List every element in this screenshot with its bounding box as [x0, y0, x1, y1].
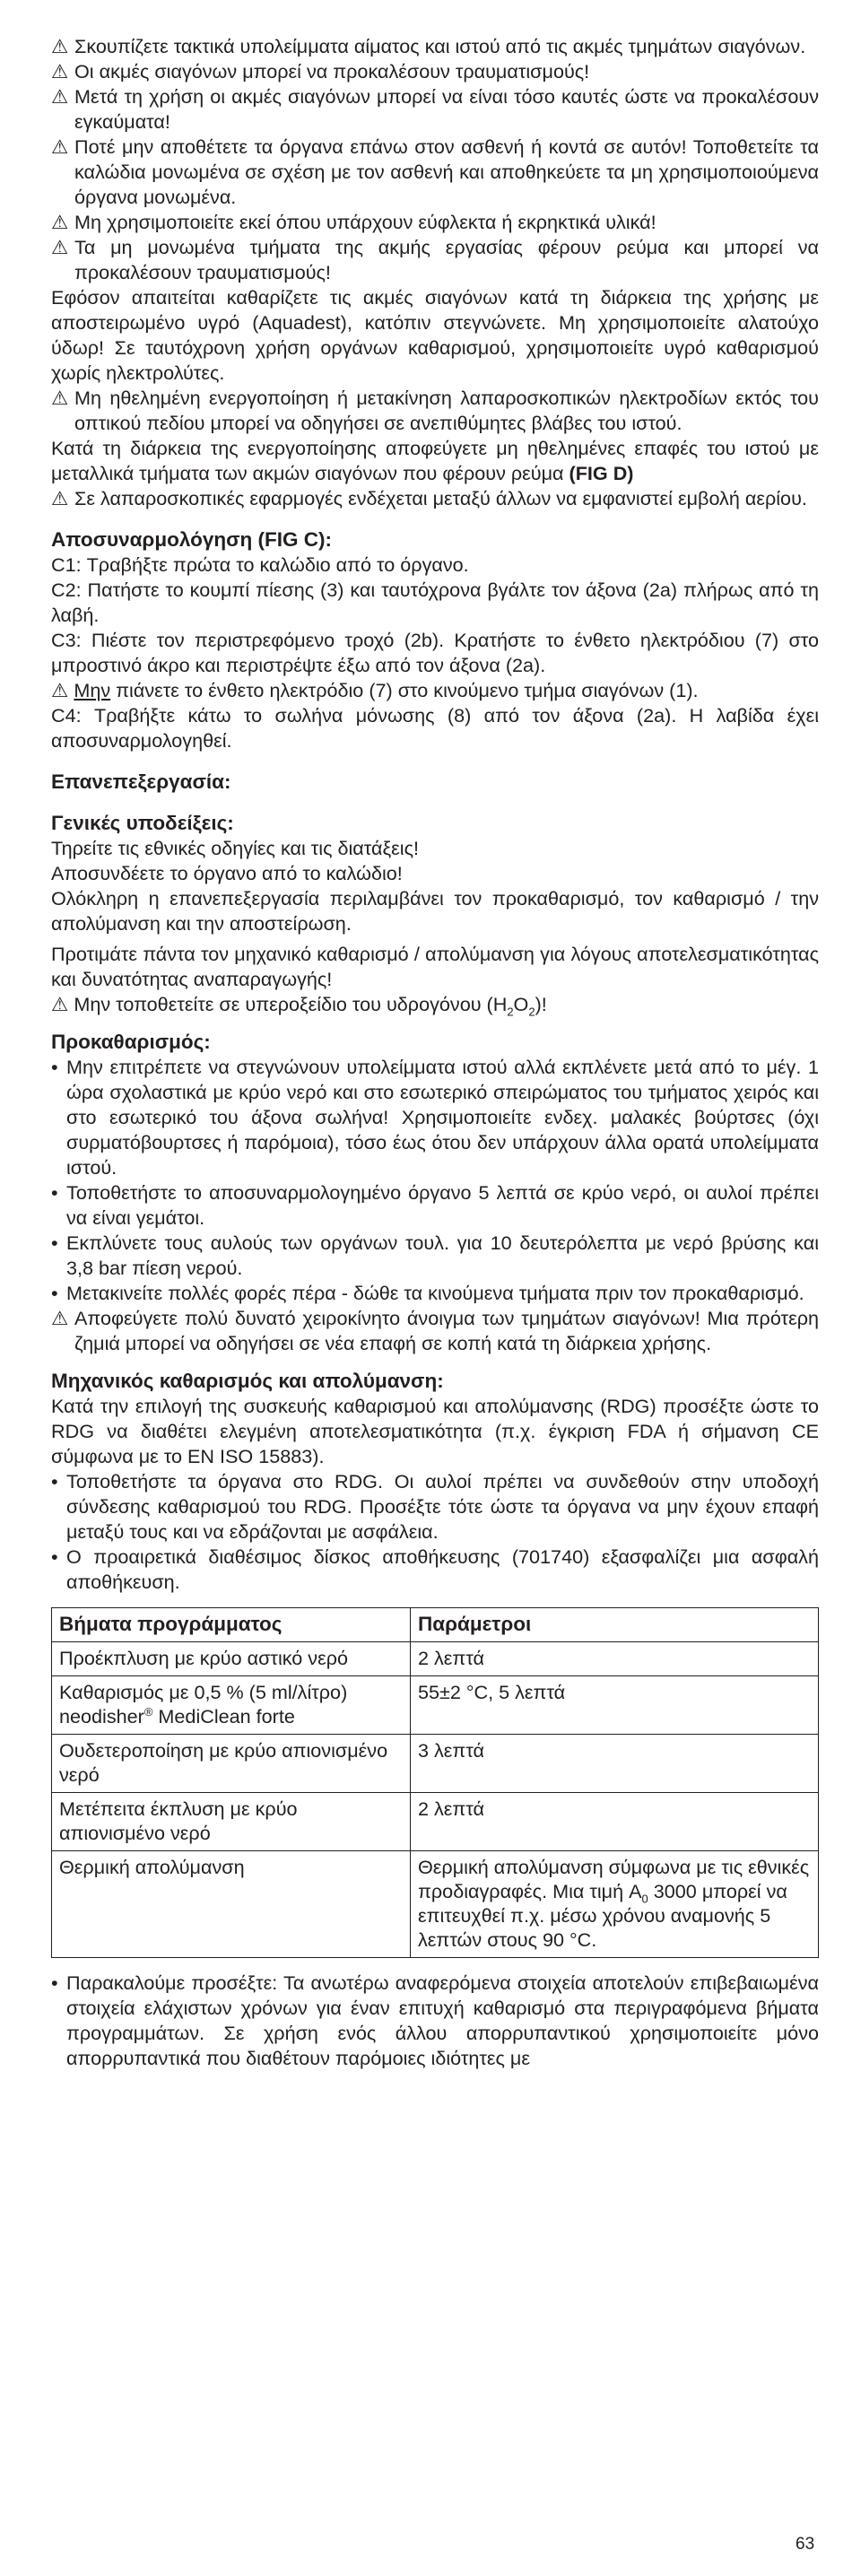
warning-text: πιάνετε το ένθετο ηλεκτρόδιο (7) στο κινούμενο τμήμα σιαγόνων (1). — [110, 679, 699, 701]
list-item — [51, 1469, 819, 1545]
program-table — [51, 1607, 819, 1958]
list-item — [51, 1545, 819, 1595]
warning-emphasis: Μην — [74, 679, 111, 701]
cell-text: MediClean forte — [152, 1705, 295, 1727]
heading-preclean: Προκαθαρισμός: — [51, 1031, 211, 1053]
peroxide-text: O — [513, 993, 529, 1015]
table-cell: Θερμική απολύμανση — [52, 1851, 411, 1958]
cell-text: Θερμική απολύμανση σύμφωνα με τις εθνικές προδιαγραφές. Μια τιμή A — [418, 1856, 810, 1902]
bullet-icon: • — [51, 1971, 58, 1994]
list-item-text: Παρακαλούμε προσέξτε: Τα ανωτέρω αναφερόμενα στοιχεία αποτελούν επιβεβαιωμένα στοιχεία ελάχιστων χρόνων για έναν επιτυχή καθαρισμό στα περιγραφόμενα βήματα προγραμμάτων. Σε χρήση ενός άλλου απορρυπαντικού χρησιμοποιείτε μόνο απορρυπαντικά που διαθέτουν παρόμοιες ιδιότητες με — [66, 1971, 819, 2069]
cell-text: 3000 μπορεί να επιτευχθεί π.χ. μέσω χρόνου αναμονής 5 λεπτών στους 90 °C. — [418, 1880, 787, 1951]
list-item — [51, 1180, 819, 1231]
bullet-icon: • — [51, 1056, 58, 1078]
table-cell: 2 λεπτά — [411, 1642, 819, 1676]
machine-paragraph: Κατά την επιλογή της συσκευής καθαρισμού και απολύμανσης (RDG) προσέξτε ώστε το RDG να διαθέτει ελεγμένη αποτελεσματικότητα (π.χ. έγκριση FDA ή σήμανση CE σύμφωνα με το EN ISO 15883). — [51, 1395, 819, 1467]
list-item-text: Τοποθετήστε τα όργανα στο RDG. Οι αυλοί πρέπει να συνδεθούν στην υποδοχή σύνδεσης καθαρισμού του RDG. Προσέξτε τότε ώστε τα όργανα να μην έχουν επαφή μεταξύ τους και να εδράζονται με ασφάλεια. — [66, 1470, 819, 1543]
peroxide-text: )! — [535, 993, 547, 1015]
table-cell — [52, 1676, 411, 1735]
warning-item — [51, 1306, 819, 1356]
warning-icon: ⚠ — [51, 387, 69, 409]
subscript: 0 — [641, 1892, 648, 1906]
list-item-text: Μην επιτρέπετε να στεγνώνουν υπολείμματα ιστού αλλά εκπλένετε μετά από το μέγ. 1 ώρα σχολαστικά με κρύο νερό και στο εσωτερικό σπειρώματος του τμήματος χειρός και στο εσωτερικό του άξονα σωλήνα! Χρησιμοποιείτε ενδεχ. μαλακές βούρτσες (όχι συρματόβουρτσες ή παρόμοια), τόσο έως ότου δεν υπάρχουν άλλα ορατά υπολείμματα ιστού. — [66, 1056, 819, 1179]
bullet-icon: • — [51, 1282, 58, 1304]
warning-item — [51, 992, 819, 1017]
warning-icon: ⚠ — [51, 1307, 69, 1329]
step-c1: C1: Τραβήξτε πρώτα το καλώδιο από το όργανο. — [51, 553, 469, 576]
warning-item — [51, 678, 819, 703]
bullet-icon: • — [51, 1470, 58, 1493]
warning-text: Σκουπίζετε τακτικά υπολείμματα αίματος και ιστού από τις ακμές τμημάτων σιαγόνων. — [74, 35, 806, 57]
warning-icon: ⚠ — [51, 236, 69, 258]
peroxide-text: Μην τοποθετείτε σε υπεροξείδιο του υδρογόνου (H — [74, 993, 508, 1015]
warning-text: Μη ηθελημένη ενεργοποίηση ή μετακίνηση λαπαροσκοπικών ηλεκτροδίων εκτός του οπτικού πεδίου μπορεί να οδηγήσει σε ανεπιθύμητες βλάβες του ιστού. — [74, 387, 819, 434]
subscript: 2 — [528, 1005, 535, 1019]
list-item — [51, 1971, 819, 2071]
warning-icon: ⚠ — [51, 211, 69, 233]
table-header: Παράμετροι — [411, 1608, 819, 1642]
cleaning-paragraph: Εφόσον απαιτείται καθαρίζετε τις ακμές σιαγόνων κατά τη διάρκεια της χρήσης με αποστειρωμένο υγρό (Aquadest), κατόπιν στεγνώνετε. Μη χρησιμοποιείτε αλατούχο ύδωρ! Σε ταυτόχρονη χρήση οργάνων καθαρισμού, χρησιμοποιείτε υγρό καθαρισμού χωρίς ηλεκτρολύτες. — [51, 286, 819, 384]
table-cell: 2 λεπτά — [411, 1793, 819, 1851]
table-row — [52, 1735, 819, 1793]
table-cell: 3 λεπτά — [411, 1735, 819, 1793]
warning-icon: ⚠ — [51, 679, 69, 701]
table-row — [52, 1642, 819, 1676]
table-header-row — [52, 1608, 819, 1642]
warning-icon: ⚠ — [51, 135, 69, 158]
list-item-text: Τοποθετήστε το αποσυναρμολογημένο όργανο 5 λεπτά σε κρύο νερό, οι αυλοί πρέπει να είναι γεμάτοι. — [66, 1181, 819, 1229]
table-cell: 55±2 °C, 5 λεπτά — [411, 1676, 819, 1735]
heading-disassembly: Αποσυναρμολόγηση (FIG C): — [51, 528, 332, 551]
bullet-icon: • — [51, 1181, 58, 1204]
warning-text: Ποτέ μην αποθέτετε τα όργανα επάνω στον ασθενή ή κοντά σε αυτόν! Τοποθετείτε τα καλώδια μονωμένα σε σχέση με τον ασθενή και αποθηκεύετε τα μη χρησιμοποιούμενα όργανα μονωμένα. — [74, 135, 819, 208]
warning-text: Οι ακμές σιαγόνων μπορεί να προκαλέσουν τραυματισμούς! — [74, 60, 590, 83]
warning-item — [51, 386, 819, 436]
table-row — [52, 1851, 819, 1958]
warning-text: Μετά τη χρήση οι ακμές σιαγόνων μπορεί να είναι τόσο καυτές ώστε να προκαλέσουν εγκαύματα! — [74, 85, 819, 133]
warning-item — [51, 486, 819, 511]
heading-general: Γενικές υποδείξεις: — [51, 812, 234, 834]
warning-icon: ⚠ — [51, 85, 69, 108]
list-item — [51, 1231, 819, 1281]
bullet-icon: • — [51, 1231, 58, 1254]
warning-item — [51, 210, 819, 235]
heading-reprocessing: Επανεπεξεργασία: — [51, 770, 231, 793]
list-item — [51, 1281, 819, 1306]
warning-item — [51, 59, 819, 84]
warning-text: Τα μη μονωμένα τμήματα της ακμής εργασίας φέρουν ρεύμα και μπορεί να προκαλέσουν τραυματισμούς! — [74, 236, 819, 283]
contact-paragraph — [51, 436, 819, 486]
general-line: Ολόκληρη η επανεπεξεργασία περιλαμβάνει τον προκαθαρισμό, τον καθαρισμό / την απολύμανση και την αποστείρωση. — [51, 887, 819, 935]
warning-text: Μη χρησιμοποιείτε εκεί όπου υπάρχουν εύφλεκτα ή εκρηκτικά υλικά! — [74, 211, 656, 233]
warning-icon: ⚠ — [51, 487, 69, 509]
table-row — [52, 1676, 819, 1735]
warning-item — [51, 34, 819, 59]
table-cell: Ουδετεροποίηση με κρύο απιονισμένο νερό — [52, 1735, 411, 1793]
cell-text: Καθαρισμός με 0,5 % (5 ml/λίτρο) neodisher — [59, 1681, 348, 1727]
registered-mark: ® — [143, 1704, 153, 1719]
list-item-text: Εκπλύνετε τους αυλούς των οργάνων τουλ. για 10 δευτερόλεπτα με νερό βρύσης και 3,8 bar πίεση νερού. — [66, 1231, 819, 1279]
heading-machine: Μηχανικός καθαρισμός και απολύμανση: — [51, 1370, 444, 1392]
table-cell: Προέκπλυση με κρύο αστικό νερό — [52, 1642, 411, 1676]
page-number: 63 — [795, 2535, 815, 2554]
step-c4: C4: Τραβήξτε κάτω το σωλήνα μόνωσης (8) από τον άξονα (2a). Η λαβίδα έχει αποσυναρμολογηθεί. — [51, 704, 819, 752]
warning-text: Αποφεύγετε πολύ δυνατό χειροκίνητο άνοιγμα των τμημάτων σιαγόνων! Μια πρότερη ζημιά μπορεί να οδηγήσει σε νέα επαφή σε κοπή κατά τη διάρκεια χρήσης. — [74, 1307, 819, 1354]
subscript: 2 — [507, 1005, 514, 1019]
warning-text: Σε λαπαροσκοπικές εφαρμογές ενδέχεται μεταξύ άλλων να εμφανιστεί εμβολή αερίου. — [74, 487, 807, 509]
general-line: Αποσυνδέετε το όργανο από το καλώδιο! — [51, 862, 403, 884]
table-cell: Μετέπειτα έκπλυση με κρύο απιονισμένο νερό — [52, 1793, 411, 1851]
table-row — [52, 1793, 819, 1851]
list-item-text: Μετακινείτε πολλές φορές πέρα - δώθε τα κινούμενα τμήματα πριν τον προκαθαρισμό. — [66, 1282, 804, 1304]
general-prefer: Προτιμάτε πάντα τον μηχανικό καθαρισμό / απολύμανση για λόγους αποτελεσματικότητας και δυνατότητας αναπαραγωγής! — [51, 943, 819, 990]
table-cell — [411, 1851, 819, 1958]
list-item — [51, 1055, 819, 1180]
table-header: Βήματα προγράμματος — [52, 1608, 411, 1642]
step-c3: C3: Πιέστε τον περιστρεφόμενο τροχό (2b). Κρατήστε το ένθετο ηλεκτρόδιου (7) στο μπροστινό άκρο και περιστρέψτε έξω από τον άξονα (2a). — [51, 629, 819, 676]
warning-item — [51, 235, 819, 285]
warning-item — [51, 135, 819, 210]
warning-icon: ⚠ — [51, 60, 69, 83]
warning-icon: ⚠ — [51, 993, 69, 1015]
figure-reference: (FIG D) — [569, 462, 634, 484]
warning-icon: ⚠ — [51, 35, 69, 57]
page-content — [51, 34, 819, 2071]
step-c2: C2: Πατήστε το κουμπί πίεσης (3) και ταυτόχρονα βγάλτε τον άξονα (2a) πλήρως από τη λαβή. — [51, 579, 819, 626]
contact-text: Κατά τη διάρκεια της ενεργοποίησης αποφεύγετε μη ηθελημένες επαφές του ιστού με μεταλλικά τμήματα των ακμών σιαγόνων που φέρουν ρεύμα — [51, 437, 819, 484]
list-item-text: Ο προαιρετικά διαθέσιμος δίσκος αποθήκευσης (701740) εξασφαλίζει μια ασφαλή αποθήκευση. — [66, 1545, 819, 1593]
bullet-icon: • — [51, 1545, 58, 1568]
warning-item — [51, 84, 819, 135]
general-line: Τηρείτε τις εθνικές οδηγίες και τις διατάξεις! — [51, 837, 419, 859]
